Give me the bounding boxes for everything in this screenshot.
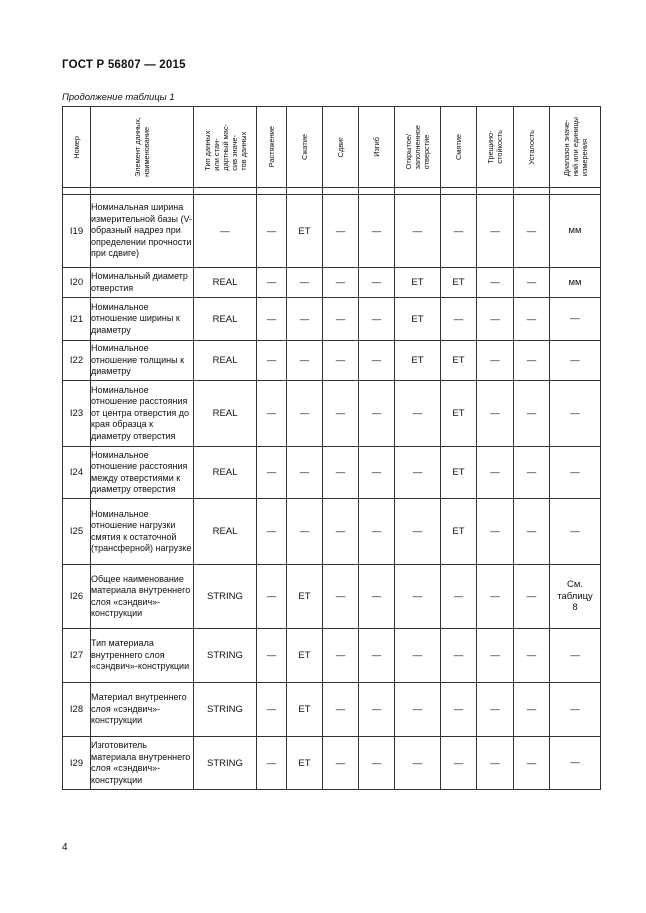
bending-cell: — (359, 381, 395, 447)
hole-cell: — (395, 195, 441, 268)
element-name: Номинальный диаметр отверстия (91, 268, 194, 298)
data-type: REAL (194, 298, 257, 341)
bending-cell: — (359, 298, 395, 341)
range-cell: — (550, 341, 601, 381)
fracture-cell: — (477, 268, 514, 298)
column-header: Сдвиг (323, 107, 359, 188)
spacer-row (63, 188, 601, 195)
table-caption: Продолжение таблицы 1 (62, 92, 175, 103)
tension-cell: — (257, 565, 287, 629)
document-title: ГОСТ Р 56807 — 2015 (62, 59, 186, 71)
tension-cell: — (257, 499, 287, 565)
tension-cell: — (257, 298, 287, 341)
tension-cell: — (257, 737, 287, 790)
table-row (63, 629, 601, 683)
bending-cell: — (359, 683, 395, 737)
bending-cell: — (359, 341, 395, 381)
shear-cell: — (323, 629, 359, 683)
range-cell: мм (550, 195, 601, 268)
data-type: REAL (194, 381, 257, 447)
hole-cell: — (395, 629, 441, 683)
hole-cell: — (395, 447, 441, 499)
fracture-cell: — (477, 447, 514, 499)
bending-cell: — (359, 195, 395, 268)
shear-cell: — (323, 195, 359, 268)
table-row (63, 737, 601, 790)
data-type: STRING (194, 737, 257, 790)
table-row (63, 268, 601, 298)
page-number: 4 (62, 842, 68, 853)
tension-cell: — (257, 341, 287, 381)
column-header: Открытое/ заполненное отверстие (395, 107, 441, 188)
range-cell: — (550, 298, 601, 341)
row-number: I28 (63, 683, 91, 737)
data-type: REAL (194, 447, 257, 499)
shear-cell: — (323, 499, 359, 565)
tension-cell: — (257, 381, 287, 447)
range-cell: — (550, 499, 601, 565)
compression-cell: ET (287, 565, 323, 629)
row-number: I22 (63, 341, 91, 381)
row-number: I25 (63, 499, 91, 565)
row-number: I29 (63, 737, 91, 790)
row-number: I19 (63, 195, 91, 268)
fatigue-cell: — (514, 447, 550, 499)
tension-cell: — (257, 629, 287, 683)
element-name: Номинальное отношение нагрузки смятия к остаточной (трансферной) нагрузке (91, 499, 194, 565)
bending-cell: — (359, 499, 395, 565)
range-cell: — (550, 447, 601, 499)
hole-cell: — (395, 565, 441, 629)
fracture-cell: — (477, 381, 514, 447)
table-row (63, 683, 601, 737)
shear-cell: — (323, 683, 359, 737)
bending-cell: — (359, 629, 395, 683)
data-type: REAL (194, 499, 257, 565)
shear-cell: — (323, 737, 359, 790)
bearing-cell: — (441, 629, 477, 683)
element-name: Номинальное отношение расстояния от центра отверстия до края образца к диаметру отверстия (91, 381, 194, 447)
row-number: I21 (63, 298, 91, 341)
column-header: Растяжение (257, 107, 287, 188)
data-elements-table (62, 106, 601, 790)
compression-cell: ET (287, 683, 323, 737)
fatigue-cell: — (514, 683, 550, 737)
tension-cell: — (257, 447, 287, 499)
shear-cell: — (323, 298, 359, 341)
element-name: Номинальное отношение расстояния между отверстиями к диаметру отверстия (91, 447, 194, 499)
fracture-cell: — (477, 565, 514, 629)
shear-cell: — (323, 447, 359, 499)
data-type: STRING (194, 683, 257, 737)
bending-cell: — (359, 268, 395, 298)
table-row (63, 447, 601, 499)
data-type: REAL (194, 268, 257, 298)
hole-cell: — (395, 737, 441, 790)
compression-cell: — (287, 298, 323, 341)
element-name: Номинальное отношение ширины к диаметру (91, 298, 194, 341)
element-name: Номинальная ширина измерительной базы (V-образный надрез при определении прочности при сдвиге) (91, 195, 194, 268)
shear-cell: — (323, 268, 359, 298)
row-number: I23 (63, 381, 91, 447)
row-number: I27 (63, 629, 91, 683)
shear-cell: — (323, 341, 359, 381)
fracture-cell: — (477, 195, 514, 268)
shear-cell: — (323, 565, 359, 629)
range-cell: мм (550, 268, 601, 298)
bearing-cell: — (441, 565, 477, 629)
range-cell: См. таблицу 8 (550, 565, 601, 629)
range-cell: — (550, 683, 601, 737)
fracture-cell: — (477, 737, 514, 790)
compression-cell: — (287, 268, 323, 298)
bearing-cell: ET (441, 268, 477, 298)
bending-cell: — (359, 737, 395, 790)
data-type: — (194, 195, 257, 268)
fatigue-cell: — (514, 268, 550, 298)
bearing-cell: ET (441, 499, 477, 565)
column-header: Диапазон значе- ний или единицы измерения (550, 107, 601, 188)
column-header: Смятие (441, 107, 477, 188)
tension-cell: — (257, 195, 287, 268)
hole-cell: ET (395, 341, 441, 381)
bearing-cell: ET (441, 381, 477, 447)
range-cell: — (550, 737, 601, 790)
hole-cell: — (395, 381, 441, 447)
compression-cell: — (287, 447, 323, 499)
bearing-cell: — (441, 298, 477, 341)
bearing-cell: — (441, 683, 477, 737)
compression-cell: — (287, 381, 323, 447)
range-cell: — (550, 629, 601, 683)
fatigue-cell: — (514, 341, 550, 381)
fracture-cell: — (477, 341, 514, 381)
data-type: REAL (194, 341, 257, 381)
column-header: Трещино- стойкость (477, 107, 514, 188)
fatigue-cell: — (514, 629, 550, 683)
header-row (63, 107, 601, 188)
table-row (63, 341, 601, 381)
data-type: STRING (194, 629, 257, 683)
compression-cell: — (287, 499, 323, 565)
element-name: Тип материала внутреннего слоя «сэндвич»-конструкции (91, 629, 194, 683)
data-type: STRING (194, 565, 257, 629)
row-number: I26 (63, 565, 91, 629)
bearing-cell: — (441, 195, 477, 268)
table-row (63, 499, 601, 565)
hole-cell: — (395, 499, 441, 565)
fatigue-cell: — (514, 195, 550, 268)
hole-cell: — (395, 683, 441, 737)
bending-cell: — (359, 565, 395, 629)
shear-cell: — (323, 381, 359, 447)
element-name: Изготовитель материала внутреннего слоя «сэндвич»-конструкции (91, 737, 194, 790)
fatigue-cell: — (514, 298, 550, 341)
bearing-cell: — (441, 737, 477, 790)
fatigue-cell: — (514, 499, 550, 565)
hole-cell: ET (395, 298, 441, 341)
fracture-cell: — (477, 683, 514, 737)
compression-cell: ET (287, 629, 323, 683)
bending-cell: — (359, 447, 395, 499)
fatigue-cell: — (514, 565, 550, 629)
row-number: I20 (63, 268, 91, 298)
column-header: Усталость (514, 107, 550, 188)
fracture-cell: — (477, 499, 514, 565)
compression-cell: — (287, 341, 323, 381)
hole-cell: ET (395, 268, 441, 298)
table-row (63, 381, 601, 447)
fracture-cell: — (477, 298, 514, 341)
tension-cell: — (257, 683, 287, 737)
table-row (63, 565, 601, 629)
table-row (63, 298, 601, 341)
bearing-cell: ET (441, 447, 477, 499)
bearing-cell: ET (441, 341, 477, 381)
compression-cell: ET (287, 195, 323, 268)
element-name: Материал внутреннего слоя «сэндвич»-конструкции (91, 683, 194, 737)
compression-cell: ET (287, 737, 323, 790)
fracture-cell: — (477, 629, 514, 683)
column-header: Тип данных или стан- дартный мас- сив значе- тов данных (194, 107, 257, 188)
element-name: Номинальное отношение толщины к диаметру (91, 341, 194, 381)
column-header: Элемент данных, наименование (91, 107, 194, 188)
table-row (63, 195, 601, 268)
row-number: I24 (63, 447, 91, 499)
range-cell: — (550, 381, 601, 447)
column-header: Номер (63, 107, 91, 188)
fatigue-cell: — (514, 737, 550, 790)
tension-cell: — (257, 268, 287, 298)
column-header: Сжатие (287, 107, 323, 188)
element-name: Общее наименование материала внутреннего слоя «сэндвич»-конструкции (91, 565, 194, 629)
fatigue-cell: — (514, 381, 550, 447)
column-header: Изгиб (359, 107, 395, 188)
